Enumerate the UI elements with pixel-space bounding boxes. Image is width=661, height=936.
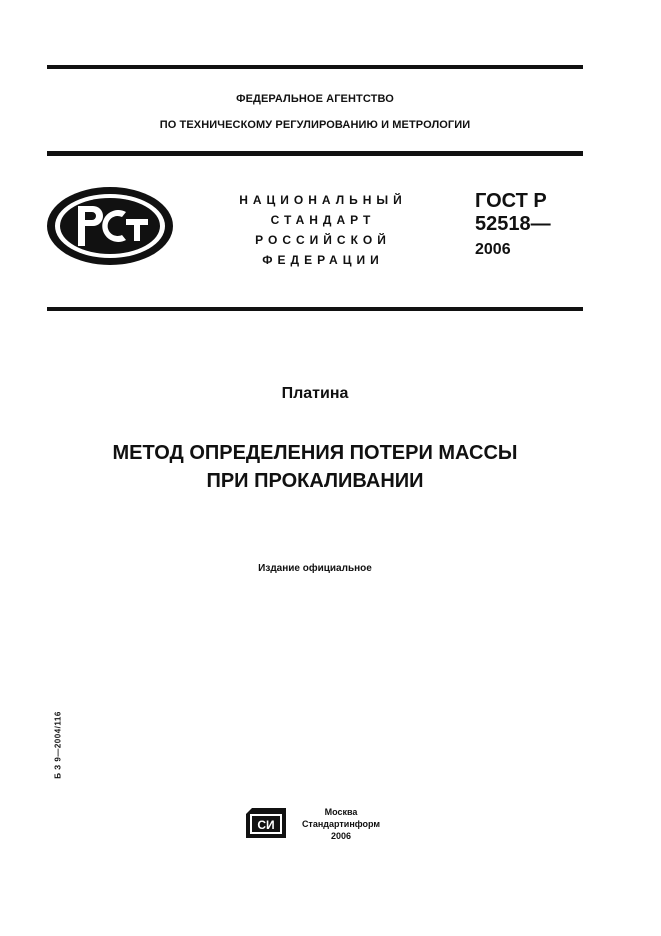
- publisher-logo-text: СИ: [257, 818, 275, 832]
- national-standard-line: СТАНДАРТ: [270, 213, 376, 227]
- edition-label: Издание официальное: [258, 563, 372, 574]
- publisher-city: Москва: [324, 807, 358, 817]
- bottom-rule: [47, 307, 583, 311]
- gost-year: 2006: [475, 241, 511, 258]
- rst-logo-icon: [44, 184, 176, 268]
- national-standard-line: РОССИЙСКОЙ: [255, 233, 391, 247]
- side-registration-code: Б З 9—2004/116: [53, 711, 63, 779]
- rst-logo-text: РСТ: [44, 184, 46, 185]
- agency-line-2: ПО ТЕХНИЧЕСКОМУ РЕГУЛИРОВАНИЮ И МЕТРОЛОГИИ: [159, 119, 471, 131]
- document-title: [47, 439, 583, 495]
- title-line-2: ПРИ ПРОКАЛИВАНИИ: [206, 470, 424, 492]
- title-line-1: МЕТОД ОПРЕДЕЛЕНИЯ ПОТЕРИ МАССЫ: [112, 442, 518, 464]
- gost-number: [475, 190, 551, 236]
- standartinform-logo-icon: [246, 808, 286, 838]
- gost-line-2: 52518—: [475, 213, 551, 235]
- top-rule: [47, 65, 583, 69]
- publisher-year: 2006: [330, 831, 352, 841]
- middle-rule: [47, 151, 583, 156]
- national-standard-line: ФЕДЕРАЦИИ: [262, 253, 384, 267]
- publisher-block: [296, 806, 386, 842]
- national-standard-line: НАЦИОНАЛЬНЫЙ: [239, 193, 407, 207]
- national-standard-label: [228, 190, 418, 270]
- gost-line-1: ГОСТ Р: [475, 190, 547, 212]
- publisher-name: Стандартинформ: [301, 819, 381, 829]
- material-title: Платина: [281, 385, 349, 402]
- agency-line-1: ФЕДЕРАЛЬНОЕ АГЕНТСТВО: [236, 93, 394, 105]
